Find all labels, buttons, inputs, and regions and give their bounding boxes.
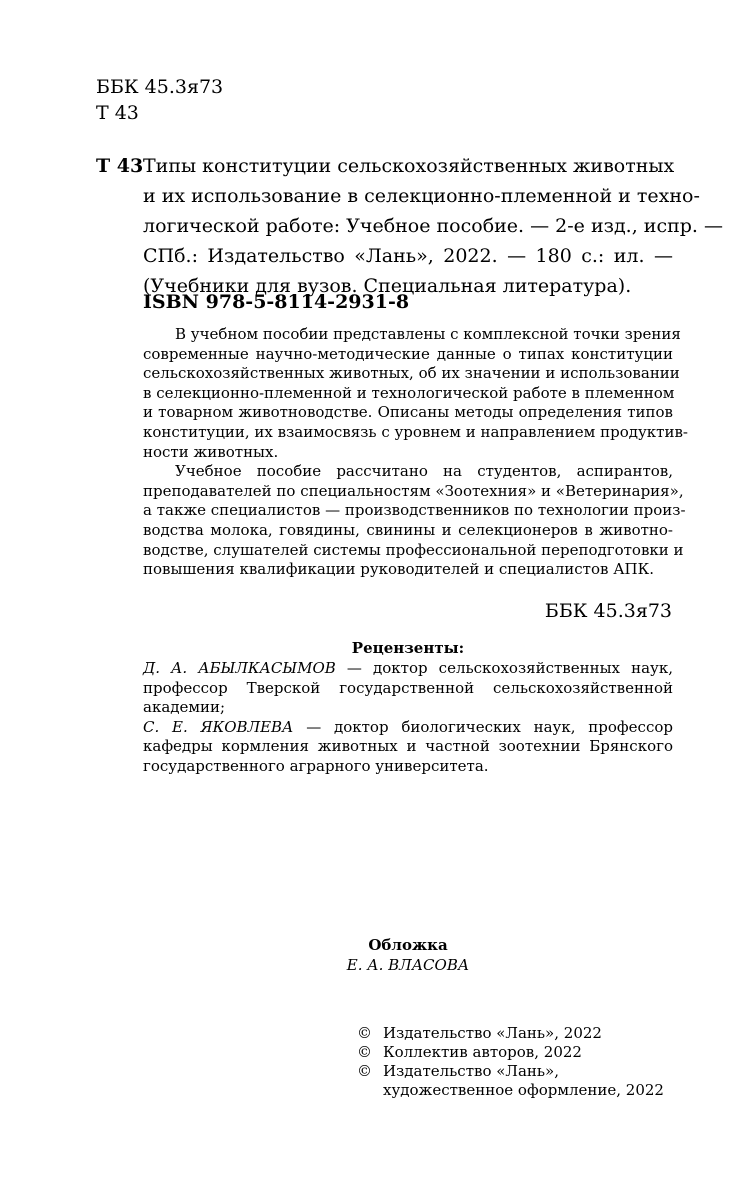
reviewer-line: профессор Тверской государственной сельскохозяйственной [143,678,673,697]
abstract-line: в селекционно-племенной и технологической работе в племенном [143,383,675,402]
bbk-index: ББК 45.3я73 [96,76,224,98]
abstract-line: а также специалистов — производственников по технологии произ- [143,501,686,520]
abstract-line: сельскохозяйственных животных, об их значении и использовании [143,364,680,383]
copyright-line: © Издательство «Лань», [357,1062,560,1080]
reviewer-line: академии; [143,698,226,717]
abstract-line: ности животных. [143,442,279,461]
bbk-index-footer: ББК 45.3я73 [544,600,672,622]
reviewer-credentials: — доктор сельскохозяйственных наук, [335,659,673,677]
copyright-icon: © [357,1062,372,1080]
entry-line: логической работе: Учебное пособие. — 2-е изд., испр. — [143,215,724,237]
reviewer-credentials: — доктор биологических наук, профессор [293,717,673,736]
abstract-line: Учебное пособие рассчитано на студентов, аспирантов, [175,462,673,481]
entry-line: Типы конституции сельскохозяйственных животных [143,155,675,177]
author-code: Т 43 [96,102,139,124]
entry-line: и их использование в селекционно-племенной и техно- [143,185,700,207]
copyright-icon: © [357,1024,372,1042]
entry-code: Т 43 [96,155,144,177]
abstract-line: преподавателей по специальностям «Зоотехния» и «Ветеринария», [143,481,684,500]
abstract-line: конституции, их взаимосвязь с уровнем и направлением продуктив- [143,422,688,441]
abstract-line: В учебном пособии представлены с комплексной точки зрения [175,325,681,343]
abstract-line: современные научно-методические данные о типах конституции [143,344,673,363]
reviewer-line [143,718,673,738]
copyright-line-continuation: художественное оформление, 2022 [383,1081,664,1099]
reviewer-line: государственного аграрного университета. [143,756,489,775]
copyright-line: © Коллектив авторов, 2022 [357,1043,582,1061]
cover-credit-title: Обложка [368,936,448,954]
reviewers [143,659,673,777]
isbn: ISBN 978-5-8114-2931-8 [143,291,410,313]
entry-line: СПб.: Издательство «Лань», 2022. — 180 с.: ил. — [143,245,673,267]
reviewer-name: Д. А. АБЫЛКАСЫМОВ [143,659,336,677]
entry-line: (Учебники для вузов. Специальная литература). [143,275,632,297]
copyright-line: © Издательство «Лань», 2022 [357,1024,602,1042]
reviewer-name: С. Е. ЯКОВЛЕВА [143,717,294,736]
abstract-line: водстве, слушателей системы профессиональной переподготовки и [143,540,684,559]
bibliographic-entry [143,151,724,301]
reviewer-line: кафедры кормления животных и частной зоотехнии Брянского [143,737,673,756]
reviewers-title: Рецензенты: [351,639,465,657]
bbk-header [96,74,223,126]
copyright-block [357,1024,664,1100]
reviewer-line [143,659,673,679]
abstract-line: и товарном животноводстве. Описаны методы определения типов [143,403,673,422]
cover-designer-name: Е. А. ВЛАСОВА [346,956,470,974]
abstract-line: водства молока, говядины, свинины и селекционеров в животно- [143,520,673,539]
copyright-icon: © [357,1043,372,1061]
abstract-line: повышения квалификации руководителей и специалистов АПК. [143,560,655,579]
abstract [143,325,688,580]
